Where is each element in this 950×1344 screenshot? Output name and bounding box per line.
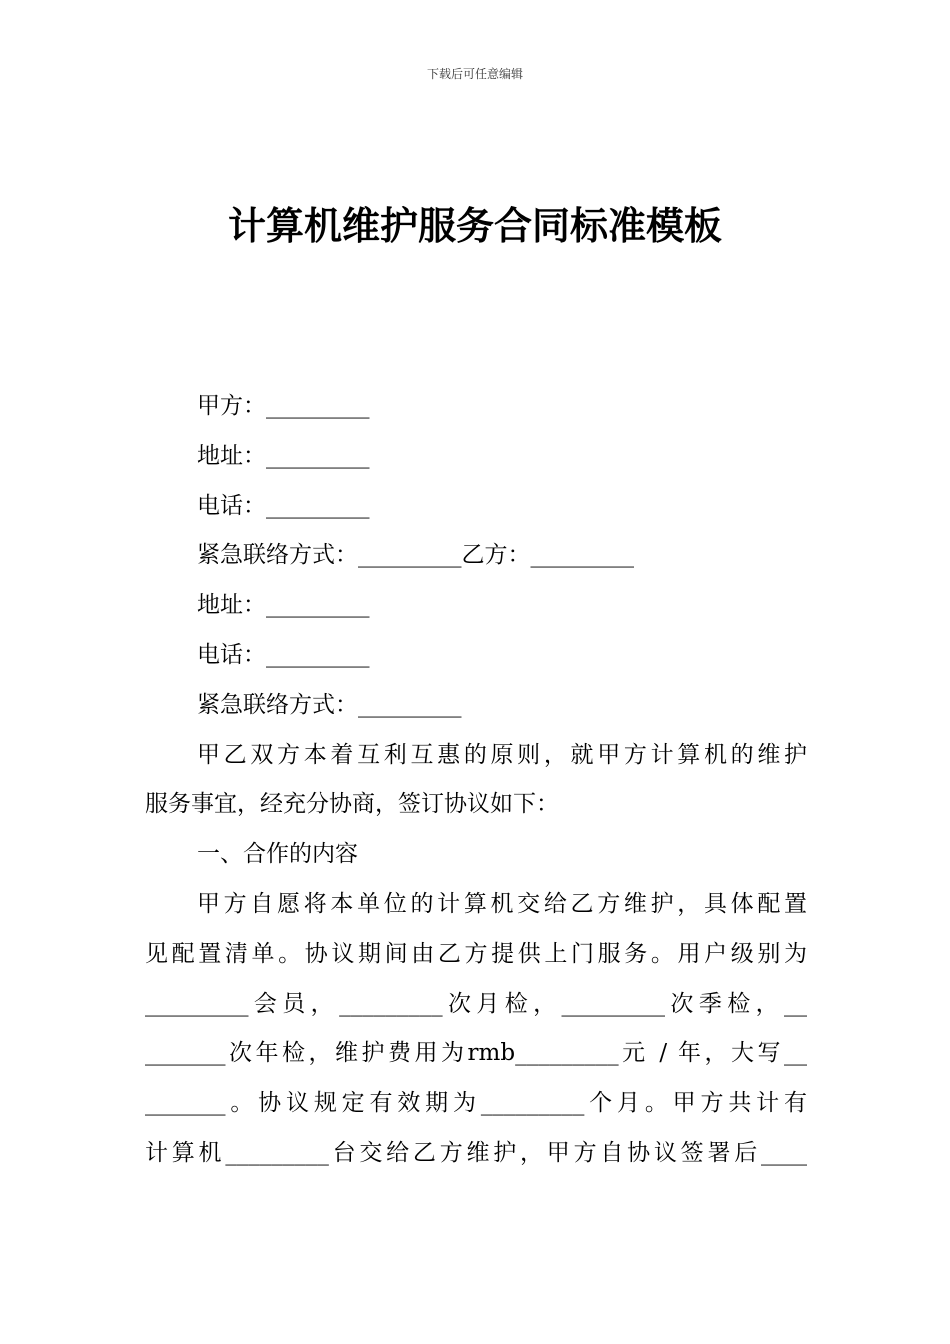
paragraph-line: 甲方自愿将本单位的计算机交给乙方维护，具体配置 [197, 890, 807, 917]
party-b-phone-line: 电话：_________ [197, 641, 370, 668]
document-body [145, 382, 807, 1179]
party-a-address-line: 地址：_________ [197, 442, 370, 469]
paragraph-line: 见配置清单。协议期间由乙方提供上门服务。用户级别为 [145, 940, 807, 967]
party-a-line: 甲方：_________ [197, 393, 370, 419]
party-b-emergency-contact-line: 紧急联络方式：_________ [197, 691, 462, 718]
paragraph-line: _______。协议规定有效期为_________个月。甲方共计有 [145, 1090, 807, 1117]
party-a-emergency-contact-line: 紧急联络方式：_________乙方：_________ [197, 542, 634, 569]
paragraph-line: _______次年检，维护费用为rmb_________元 / 年，大写__ [145, 1040, 807, 1067]
document-title: 计算机维护服务合同标准模板 [227, 203, 722, 248]
header-note: 下载后可任意编辑 [426, 67, 523, 81]
party-a-phone-line: 电话：_________ [197, 492, 370, 519]
paragraph-line: 甲乙双方本着互利互惠的原则，就甲方计算机的维护 [197, 741, 807, 768]
party-b-address-line: 地址：_________ [197, 592, 370, 619]
paragraph-line: _________会员，_________次月检，_________次季检，__ [145, 990, 807, 1017]
paragraph-line: 服务事宜，经充分协商，签订协议如下： [145, 791, 559, 818]
section-heading: 一、合作的内容 [197, 841, 358, 868]
paragraph-line: 计算机_________台交给乙方维护，甲方自协议签署后____ [145, 1139, 807, 1166]
